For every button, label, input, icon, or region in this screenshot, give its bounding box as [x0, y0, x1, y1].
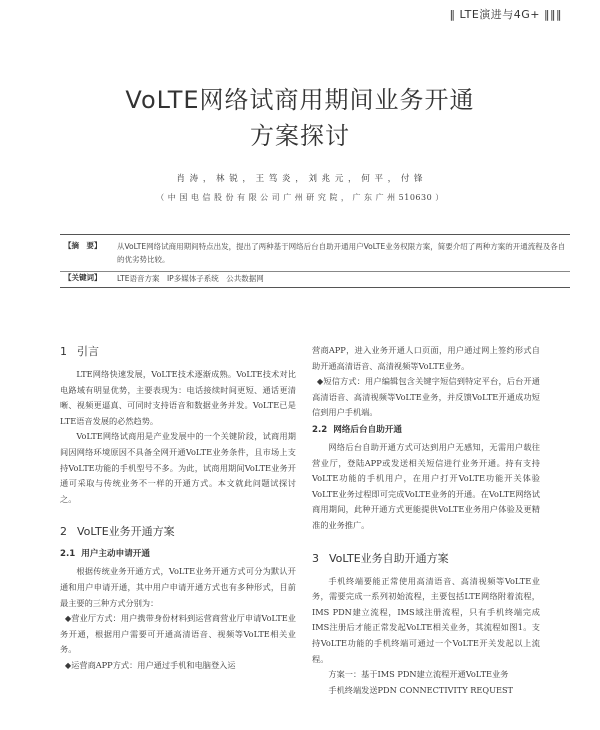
scheme-paragraph-2: 手机终端发送PDN CONNECTIVITY REQUEST [328, 684, 514, 695]
paper-title-line-1: VoLTE网络试商用期间业务开通 [125, 86, 475, 114]
subsection-title: 网络后台自助开通 [333, 424, 402, 435]
section-heading-activation-schemes [60, 523, 296, 541]
abstract-text: 从VoLTE网络试商用期间特点出发，提出了两种基于网络后台自助开通用户VoLTE业务权限方案，简要介绍了两种方案的开通流程及各自的优劣势比较。 [117, 242, 566, 264]
left-column [60, 343, 296, 674]
abstract-label: 【摘 要】 [64, 241, 102, 250]
paper-authors: 肖 涛 ， 林 锐 ， 王 笃 炎 ， 刘 兆 元 ， 何 平 ， 付 锋 [176, 174, 424, 184]
keywords-label: 【关键词】 [64, 273, 102, 282]
scheme-option-one: 方案一：基于IMS PDN建立流程开通VoLTE业务 [328, 669, 509, 680]
intro-paragraph-2: VoLTE网络试商用是产业发展中的一个关键阶段，试商用期间因网络环境原因不具备全网开通VoLTE业务条件，且市场上支持VoLTE功能的手机型号不多。为此，试商用期间VoLTE业务开通可采取与传统业务不一样的开通方式。本文就此问题试探讨之。 [60, 431, 296, 504]
section-heading-introduction [60, 343, 296, 361]
section-title: 引言 [77, 345, 99, 358]
subsection-heading-self-service [312, 423, 540, 438]
section-number: 2 [60, 525, 67, 539]
paper-affiliation: （ 中 国 电 信 股 份 有 限 公 司 广 州 研 究 院 ， 广 东 广 州 510630 ） [156, 193, 444, 202]
section-title: VoLTE业务自助开通方案 [329, 551, 449, 565]
operator-app-continuation: 营商APP，进入业务开通人口页面，用户通过网上签约形式自助开通高清语音、高清视频等VoLTE业务。 [312, 345, 540, 371]
journal-section-tag: ‖ LTE演进与4G+ ‖‖‖ [449, 8, 562, 21]
section-number: 1 [60, 345, 67, 358]
right-column [312, 343, 540, 698]
abstract-box [60, 234, 570, 288]
bullet-business-hall: ◆营业厅方式：用户携带身份材料到运营商营业厅申请VoLTE业务开通，根据用户需要可开通高清语音、视频等VoLTE相关业务。 [60, 613, 296, 655]
user-request-paragraph: 根据传统业务开通方式，VoLTE业务开通方式可分为默认开通和用户申请开通，其中用户申请开通方式也有多种形式，目前最主要的三种方式分别为： [60, 566, 296, 608]
bullet-sms: ◆短信方式：用户编辑包含关键字短信到特定平台，后台开通高清语音、高清视频等VoLTE业务，并反馈VoLTE开通成功短信到用户手机端。 [312, 376, 540, 418]
subsection-number: 2.1 [60, 549, 76, 560]
paper-title-line-2: 方案探讨 [250, 122, 350, 150]
bullet-operator-app: ◆运营商APP方式：用户通过手机和电脑登入运 [64, 659, 236, 670]
subsection-number: 2.2 [312, 424, 328, 435]
section-number: 3 [312, 551, 319, 565]
keywords-text: LTE语音方案 IP多媒体子系统 公共数据网 [117, 274, 264, 283]
self-service-paragraph: 网络后台自助开通方式可达到用户无感知，无需用户载往营业厅，登陆APP或发送相关短信进行业务开通。持有支持VoLTE功能的手机用户，在用户打开VoLTE功能开关体验VoLTE业务过程即可完成VoLTE业务的开通。在VoLTE网络试商用期间，此种开通方式更能提供VoLTE业务用户体验及更精准的业务推广。 [312, 441, 540, 530]
section-heading-self-service-scheme [312, 550, 540, 568]
section-title: VoLTE业务开通方案 [77, 525, 175, 539]
subsection-title: 用户主动申请开通 [81, 549, 150, 560]
intro-paragraph-1: LTE网络快速发展，VoLTE技术逐渐成熟。VoLTE技术对比电路域有明显优势，主要表现为：电话接续时间更短、通话更清晰、视频更逼真、可同时支持语音和数据业务并发。VoLTE已是LTE语音发展的必然趋势。 [60, 369, 296, 426]
subsection-heading-user-request [60, 547, 296, 562]
scheme-paragraph-1: 手机终端要能正常使用高清语音、高清视频等VoLTE业务，需要完成一系列初始流程，主要包括LTE网络附着流程，IMS PDN建立流程，IMS域注册流程，只有手机终端完成IMS注册后才能正常发起VoLTE相关业务，其流程如图1。支持VoLTE功能的手机终端可通过一个VoLTE开关发起以上流程。 [312, 575, 540, 664]
paper-title [0, 82, 600, 154]
keywords-row [60, 271, 570, 283]
